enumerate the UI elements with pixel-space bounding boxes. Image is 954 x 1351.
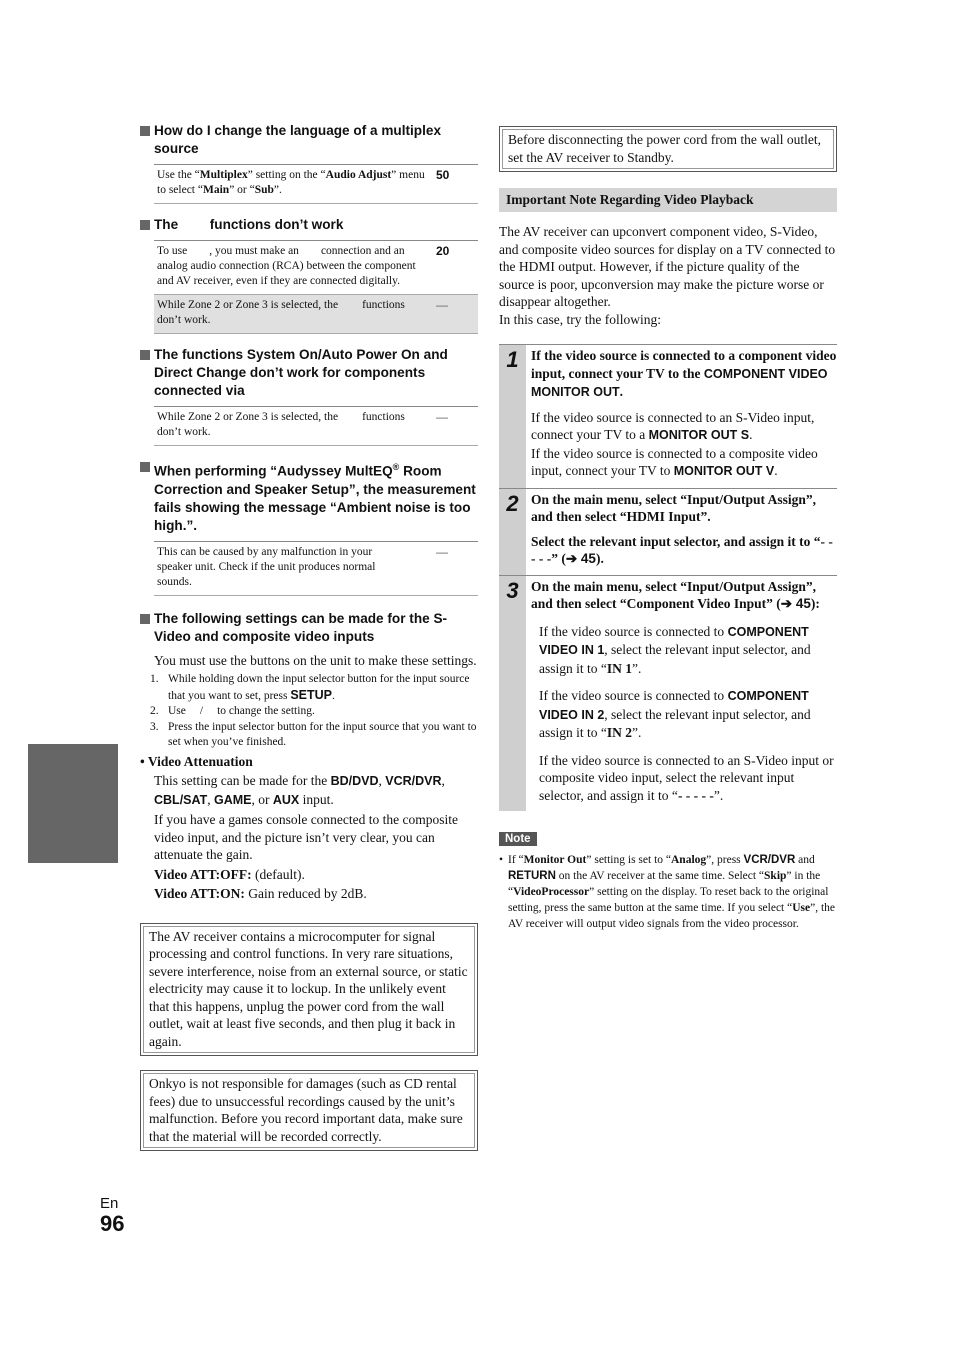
section-heading-functions: The functions don’t work bbox=[140, 216, 478, 234]
note-badge: Note bbox=[499, 832, 537, 846]
note-section bbox=[499, 829, 837, 932]
page-footer bbox=[100, 1195, 124, 1236]
bullet-square-icon bbox=[140, 126, 150, 136]
step-3: 3 On the main menu, select “Input/Output Assign”, and then select “Component Video Input” (➔ 45): If the video source is connected to COMPONENT VIDEO IN 1, select the relevant input selector, and assign it to “IN 1”. If the video source is connected to COMPONENT VIDEO IN 2, select the relevant input selector, and assign it to “IN 2”. If the video source is connected to an S-Video input or composite video input, select the relevant input selector, and assign it to “- - - - -”. bbox=[499, 575, 837, 812]
intro-text: The AV receiver can upconvert component video, S-Video, and composite video sources for display on a TV connected to the HDMI output. However, if the picture quality of the source is poor, upconversion may make the picture worse or disappear altogether. bbox=[499, 224, 836, 309]
page-ref: — bbox=[436, 298, 448, 312]
section-heading-video-settings: The following settings can be made for the S-Video and composite video inputs bbox=[140, 610, 478, 646]
bullet-square-icon bbox=[140, 220, 150, 230]
left-column bbox=[140, 122, 478, 1151]
description-text: If you have a games console connected to the composite video input, and the picture isn’t very clear, you can attenuate the gain. bbox=[154, 812, 459, 863]
row-text: Use the “Multiplex” setting on the “Audio Adjust” menu to select “Main” or “Sub”. bbox=[157, 169, 425, 196]
standby-notice: Before disconnecting the power cord from the wall outlet, set the AV receiver to Standby. bbox=[499, 126, 837, 172]
section-heading-audyssey: When performing “Audyssey MultEQ® Room Correction and Speaker Setup”, the measurement fails showing the message “Ambient noise is too high.”. bbox=[140, 458, 478, 535]
troubleshoot-table bbox=[154, 541, 478, 596]
table-row: This can be caused by any malfunction in your speaker unit. Check if the unit produces normal sounds. — bbox=[154, 542, 478, 596]
section-heading-multiplex: How do I change the language of a multiplex source bbox=[140, 122, 478, 158]
list-item: 1. While holding down the input selector button for the input source that you want to set, press SETUP. bbox=[150, 673, 470, 702]
liability-notice: Onkyo is not responsible for damages (such as CD rental fees) due to unsuccessful recordings caused by the unit’s malfunction. Before you record important data, make sure that the material will be recorded correctly. bbox=[140, 1070, 478, 1151]
page-ref: 20 bbox=[436, 244, 450, 258]
language-label: En bbox=[100, 1195, 119, 1212]
section-heading-video-playback: Important Note Regarding Video Playback bbox=[499, 188, 837, 212]
step-1: 1 If the video source is connected to a component video input, connect your TV to the COMPONENT VIDEO MONITOR OUT. If the video source is connected to an S-Video input, connect your TV to a MONITOR OUT S. If the video source is connected to a composite video input, connect your TV to MONITOR OUT V. bbox=[499, 344, 837, 488]
availability-text: This setting can be made for the BD/DVD, VCR/DVR, CBL/SAT, GAME, or AUX input. bbox=[154, 773, 445, 807]
troubleshoot-table bbox=[154, 240, 478, 334]
bullet-square-icon bbox=[140, 614, 150, 624]
table-row: While Zone 2 or Zone 3 is selected, the functions don’t work. — bbox=[154, 295, 478, 334]
section-tab bbox=[28, 744, 118, 863]
microcomputer-notice: The AV receiver contains a microcomputer for signal processing and control functions. In very rare situations, severe interference, noise from an external source, or static electricity may cause it to lockup. In the unlikely event that this happens, unplug the power cord from the wall outlet, wait at least five seconds, and then plug it back in again. bbox=[140, 923, 478, 1057]
troubleshoot-table bbox=[154, 406, 478, 446]
subheading: • Video Attenuation bbox=[140, 753, 253, 769]
list-item: 3. Press the input selector button for the input source that you want to set when you’ve finished. bbox=[150, 720, 477, 749]
page-ref: — bbox=[436, 544, 448, 559]
bullet-square-icon bbox=[140, 350, 150, 360]
step-number: 2 bbox=[499, 489, 526, 575]
right-column bbox=[499, 126, 837, 932]
bullet-square-icon bbox=[140, 462, 150, 472]
setting-on: Video ATT:ON: Gain reduced by 2dB. bbox=[154, 886, 367, 902]
intro-text: You must use the buttons on the unit to make these settings. bbox=[154, 652, 477, 668]
step-2: 2 On the main menu, select “Input/Output Assign”, and then select “HDMI Input”. Select the relevant input selector, and assign it to “- - - - -” (➔ 45). bbox=[499, 488, 837, 575]
page-ref: 50 bbox=[436, 168, 450, 182]
page-number: 96 bbox=[100, 1211, 125, 1236]
troubleshoot-table bbox=[154, 164, 478, 204]
table-row: While Zone 2 or Zone 3 is selected, the functions don’t work. — bbox=[154, 407, 478, 446]
step-number: 1 bbox=[499, 345, 526, 488]
intro-text-2: In this case, try the following: bbox=[499, 311, 661, 327]
table-row: To use , you must make an connection and an analog audio connection (RCA) between the component and AV receiver, even if they are connected digitally. 20 bbox=[154, 241, 478, 295]
step-number: 3 bbox=[499, 576, 526, 812]
list-item: 2. Use / to change the setting. bbox=[150, 705, 315, 718]
procedure-steps bbox=[150, 672, 478, 751]
section-heading-system-on: The functions System On/Auto Power On and Direct Change don’t work for components connected via bbox=[140, 346, 478, 400]
setting-off: Video ATT:OFF: (default). bbox=[154, 866, 305, 882]
table-row bbox=[154, 165, 478, 204]
page-ref: — bbox=[436, 410, 448, 424]
note-text: • If “Monitor Out” setting is set to “Analog”, press VCR/DVR and RETURN on the AV receiver at the same time. Select “Skip” in the “VideoProcessor” setting on the display. To reset back to the original setting, press the same button at the same time. If you select “Use”, the AV receiver will output video signals from the video processor. bbox=[499, 854, 836, 930]
